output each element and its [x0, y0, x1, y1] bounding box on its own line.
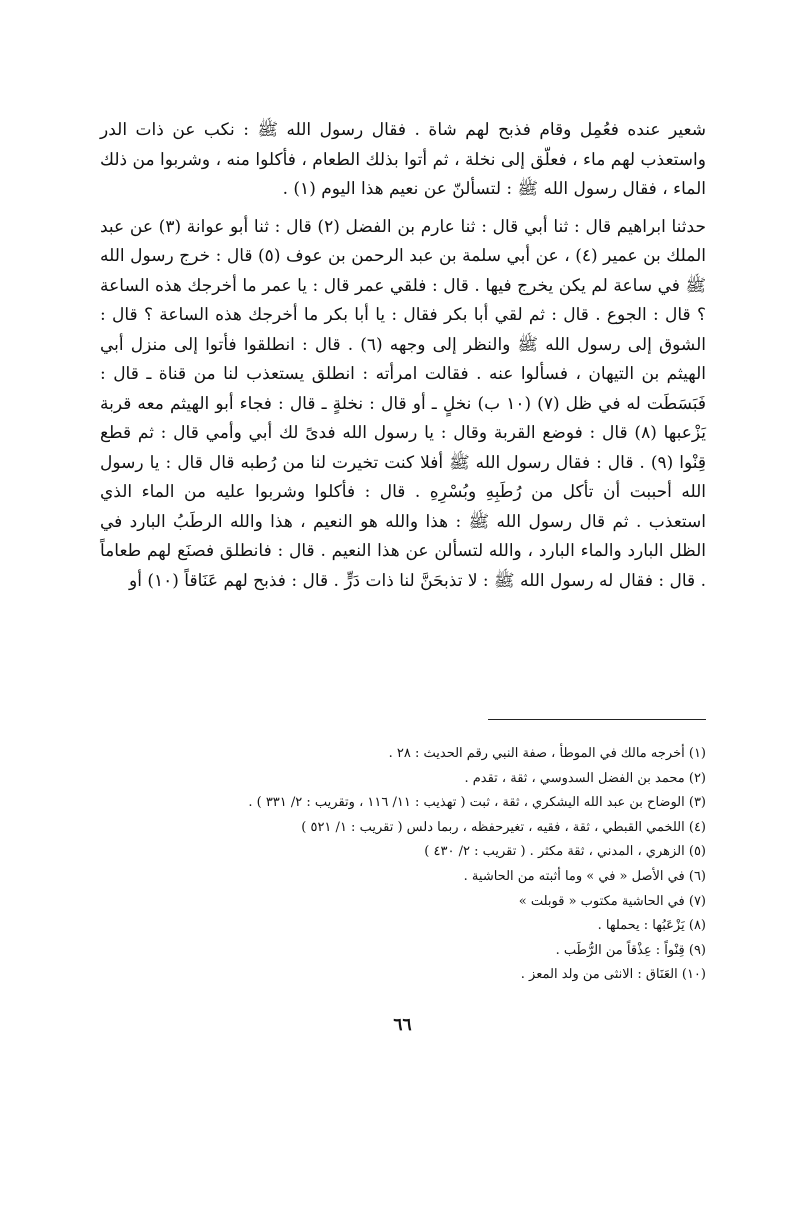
footnote: (٧) في الحاشية مكتوب « قوبلت »: [518, 893, 706, 909]
footnote: (٩) قِنْواً : عِذْقاً من الرُّطَب .: [555, 942, 706, 958]
footnote: (٢) محمد بن الفضل السدوسي ، ثقة ، تقدم .: [464, 770, 706, 786]
footnote-separator: [488, 719, 706, 720]
footnotes: [100, 742, 706, 988]
page-number: ٦٦: [393, 1015, 412, 1035]
footnote: (١٠) العَنَاق : الانثى من ولد المعز .: [520, 967, 706, 983]
paragraph: حدثنا ابراهيم قال : ثنا أبي قال : ثنا عارم بن الفضل (٢) قال : ثنا أبو عوانة (٣) عن عبد الملك بن عمير (٤) ، عن أبي سلمة بن عبد الرحمن بن عوف (٥) قال : خرج رسول الله ﷺ في ساعة لم يكن يخرج فيها . قال : فلقي عمر قال : يا عمر ما أخرجك هذه الساعة ؟ قال : الجوع . قال : ثم لقي أبا بكر فقال : يا أبا بكر ما أخرجك هذه الساعة ؟ قال : الشوق إلى رسول الله ﷺ والنظر إلى وجهه (٦) . قال : انطلقوا فأتوا إلى منزل أبي الهيثم بن التيهان ، فسألوا عنه . فقالت امرأته : انطلق يستعذب لنا من قناة ـ قال : فَبَسَطَت له في ظل (٧) (١٠ ب) نخلٍ ـ أو قال : نخلةٍ ـ قال : فجاء أبو الهيثم معه قربة يَزْعبها (٨) قال : فوضع القربة وقال : يا رسول الله فدىً لك أبي وأمي قال : ثم قطع قِنْوا (٩) . قال : فقال رسول الله ﷺ أفلا كنت تخيرت لنا من رُطبه قال قال : يا رسول الله أحببت أن تأكل من رُطَبِهِ وبُسْرِهِ . قال : فأكلوا وشربوا عليه من الماء الذي استعذب . ثم قال رسول الله ﷺ : هذا والله هو النعيم ، هذا والله الرطَبُ البارد في الظل البارد والماء البارد ، والله لتسألن عن هذا النعيم . قال : فانطلق فصنَع لهم طعاماً . قال : فقال له رسول الله ﷺ : لا تذبحَنَّ لنا ذات دَرٍّ . قال : فذبح لهم عَنَاقاً (١٠) أو: [100, 216, 706, 591]
footnote: (٣) الوضاح بن عبد الله اليشكري ، ثقة ، ثبت ( تهذيب : ١١/ ١١٦ ، وتقريب : ٢/ ٣٣١ ) .: [248, 795, 706, 811]
footnote: (٨) يَزْعَبُها : يحملها .: [597, 918, 706, 934]
footnote: (١) أخرجه مالك في الموطأ ، صفة النبي رقم الحديث : ٢٨ .: [388, 746, 706, 761]
main-text: [100, 116, 706, 596]
footnote: (٤) اللخمي القبطي ، ثقة ، فقيه ، تغيرحفظه ، ربما دلس ( تقريب : ١/ ٥٢١ ): [301, 819, 706, 835]
footnote: (٥) الزهري ، المدني ، ثقة مكثر . ( تقريب : ٢/ ٤٣٠ ): [424, 844, 706, 860]
paragraph: شعير عنده فعُمِل وقام فذبح لهم شاة . فقال رسول الله ﷺ : نكب عن ذات الدر واستعذب لهم ماء ، فعلّق إلى نخلة ، ثم أتوا بذلك الطعام ، فأكلوا منه ، وشربوا من ذلك الماء ، فقال رسول الله ﷺ : لتسألنّ عن نعيم هذا اليوم (١) .: [100, 120, 706, 199]
footnote: (٦) في الأصل « في » وما أثبته من الحاشية .: [463, 868, 706, 884]
